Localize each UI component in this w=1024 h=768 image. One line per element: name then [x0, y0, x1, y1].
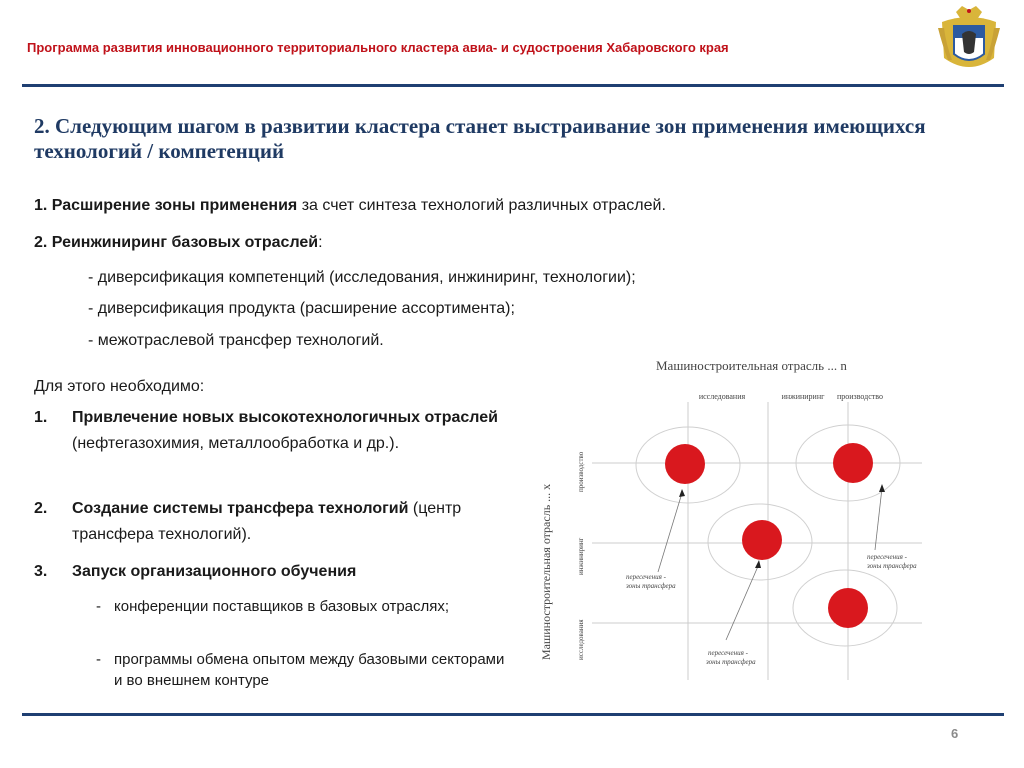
subpoint-2: - диверсификация продукта (расширение ассортимента);	[88, 300, 515, 317]
khabarovsk-crest-icon	[934, 4, 1004, 76]
point-1-bold: 1. Расширение зоны применения	[34, 197, 298, 214]
need-label: Для этого необходимо:	[34, 378, 205, 395]
list-num-2: 2.	[34, 500, 48, 517]
list-item-1-bold: Привлечение новых высокотехнологичных отраслей	[72, 409, 498, 426]
arrow-heads	[679, 484, 885, 568]
col-label-research: исследования	[698, 392, 746, 401]
technology-matrix-diagram	[530, 350, 930, 690]
annotation-left-line2: зоны трансфера	[626, 582, 676, 590]
sublist-item-2: программы обмена опытом между базовыми секторами и во внешнем контуре	[114, 651, 505, 689]
list-item-1-text: (нефтегазохимия, металлообработка и др.).	[72, 435, 400, 452]
zone-dot	[742, 520, 782, 560]
point-1	[34, 196, 666, 216]
zone-dot	[665, 444, 705, 484]
point-1-text: за счет синтеза технологий различных отраслей.	[297, 197, 666, 214]
col-label-engineering: инжиниринг	[781, 392, 825, 401]
row-label-engineering: инжиниринг	[577, 537, 585, 575]
diagram-side-title: Машиностроительная отрасль ... х	[539, 483, 553, 660]
list-item-2	[72, 496, 512, 548]
sublist-item-1: конференции поставщиков в базовых отраслях;	[114, 598, 450, 615]
program-title: Программа развития инновационного территориального кластера авиа- и судостроения Хабаровского края	[27, 40, 729, 55]
row-label-research: исследования	[577, 619, 585, 660]
slide-heading: 2. Следующим шагом в развитии кластера станет выстраивание зон применения имеющихся технологий / компетенций	[34, 114, 926, 163]
annotation-left: пересечения -	[626, 573, 666, 581]
sublist-dash-2: -	[96, 651, 101, 668]
annotation-bottom: пересечения -	[708, 649, 748, 657]
zone-dot	[828, 588, 868, 628]
annotation-right: пересечения -	[867, 553, 907, 561]
sublist-dash-1: -	[96, 598, 101, 615]
point-2	[34, 233, 323, 253]
subpoint-3: - межотраслевой трансфер технологий.	[88, 332, 384, 349]
zone-dot	[833, 443, 873, 483]
point-2-text: :	[318, 234, 323, 251]
list-item-3	[72, 559, 512, 585]
header-divider	[22, 84, 1004, 87]
list-item-3-bold: Запуск организационного обучения	[72, 563, 357, 580]
footer-divider	[22, 713, 1004, 716]
list-num-1: 1.	[34, 409, 48, 426]
list-item-2-bold: Создание системы трансфера технологий	[72, 500, 409, 517]
point-2-bold: 2. Реинжиниринг базовых отраслей	[34, 234, 319, 251]
list-item-2-text: (центр трансфера технологий).	[72, 500, 462, 543]
annotation-bottom-line2: зоны трансфера	[706, 658, 756, 666]
list-item-1	[72, 405, 512, 457]
row-label-production: производство	[577, 451, 585, 492]
list-num-3: 3.	[34, 563, 48, 580]
diagram-top-title: Машиностроительная отрасль ... n	[656, 358, 847, 373]
col-label-production: производство	[836, 392, 884, 401]
page-number: 6	[951, 726, 959, 741]
annotation-right-line2: зоны трансфера	[867, 562, 917, 570]
subpoint-1: - диверсификация компетенций (исследования, инжиниринг, технологии);	[88, 269, 636, 286]
